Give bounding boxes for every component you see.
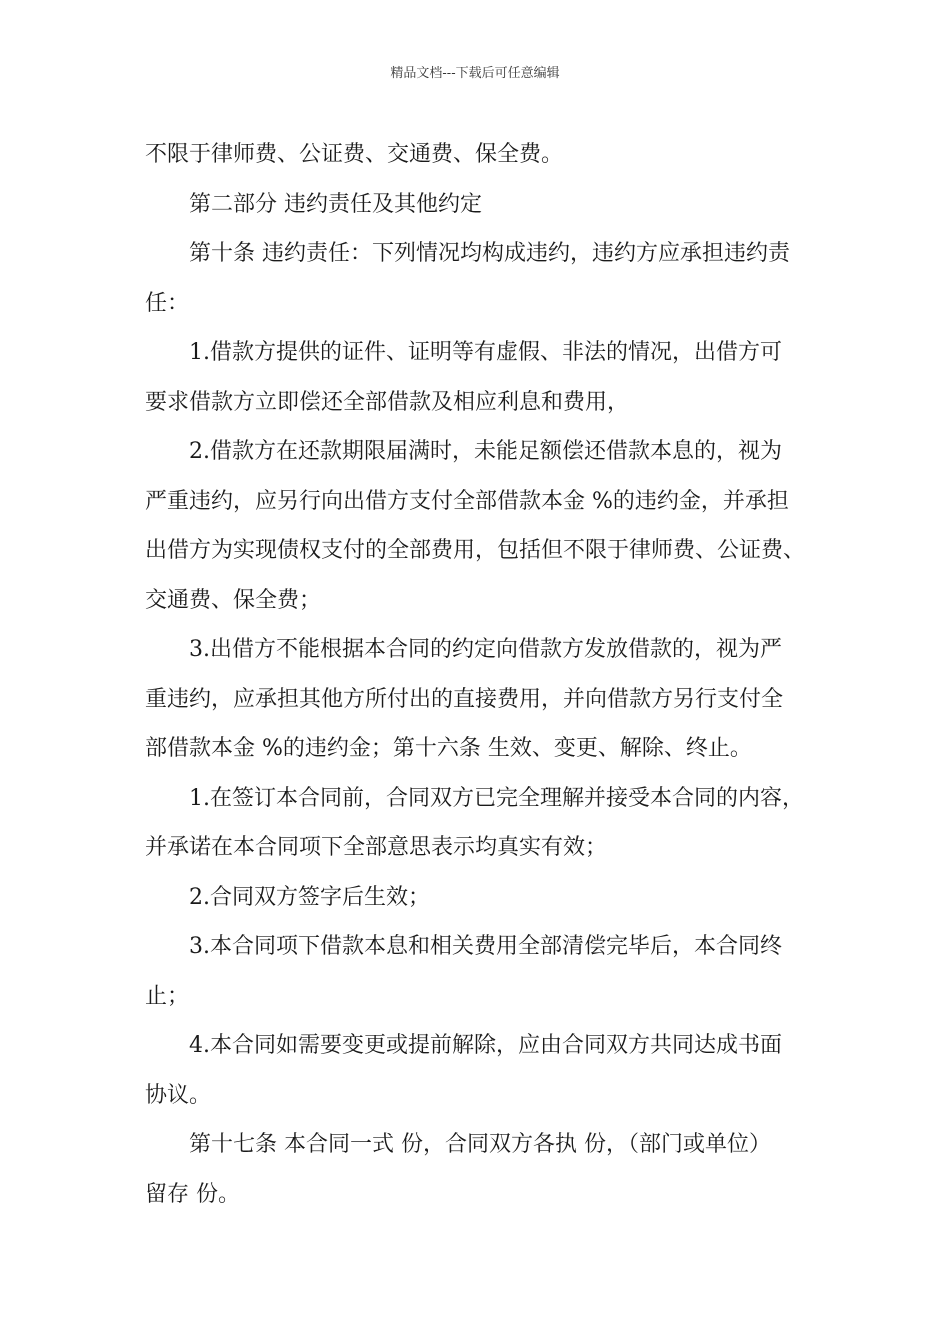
text-line: 第十七条 本合同一式 份，合同双方各执 份，（部门或单位） <box>189 1132 771 1157</box>
text-line: 1.在签订本合同前，合同双方已完全理解并接受本合同的内容， <box>189 785 804 811</box>
page-header: 精品文档---下载后可任意编辑 <box>390 66 560 81</box>
text-line: 严重违约，应另行向出借方支付全部借款本金 %的违约金，并承担 <box>145 488 789 514</box>
text-line: 重违约，应承担其他方所付出的直接费用，并向借款方另行支付全 <box>145 686 784 712</box>
text-line: 4.本合同如需要变更或提前解除，应由合同双方共同达成书面 <box>189 1033 782 1058</box>
text-line: 第二部分 违约责任及其他约定 <box>189 191 482 217</box>
text-line: 2.借款方在还款期限届满时，未能足额偿还借款本息的，视为 <box>189 439 782 464</box>
document-body <box>145 130 825 1219</box>
text-line: 1.借款方提供的证件、证明等有虚假、非法的情况，出借方可 <box>189 340 782 365</box>
text-line: 并承诺在本合同项下全部意思表示均真实有效； <box>145 835 608 860</box>
text-line: 3.出借方不能根据本合同的约定向借款方发放借款的，视为严 <box>189 637 782 662</box>
text-line: 任： <box>145 290 190 316</box>
text-line: 协议。 <box>145 1082 212 1108</box>
text-line: 2.合同双方签字后生效； <box>189 884 430 910</box>
text-line: 留存 份。 <box>145 1181 240 1207</box>
text-line: 第十条 违约责任：下列情况均构成违约，违约方应承担违约责 <box>189 241 790 266</box>
text-line: 交通费、保全费； <box>145 587 322 613</box>
text-line: 3.本合同项下借款本息和相关费用全部清偿完毕后，本合同终 <box>189 934 782 959</box>
text-line: 要求借款方立即偿还全部借款及相应利息和费用， <box>145 389 630 415</box>
text-line: 出借方为实现债权支付的全部费用，包括但不限于律师费、公证费、 <box>145 538 806 563</box>
text-line: 止； <box>145 983 190 1009</box>
text-line: 不限于律师费、公证费、交通费、保全费。 <box>145 142 564 167</box>
text-line: 部借款本金 %的违约金；第十六条 生效、变更、解除、终止。 <box>145 736 752 761</box>
